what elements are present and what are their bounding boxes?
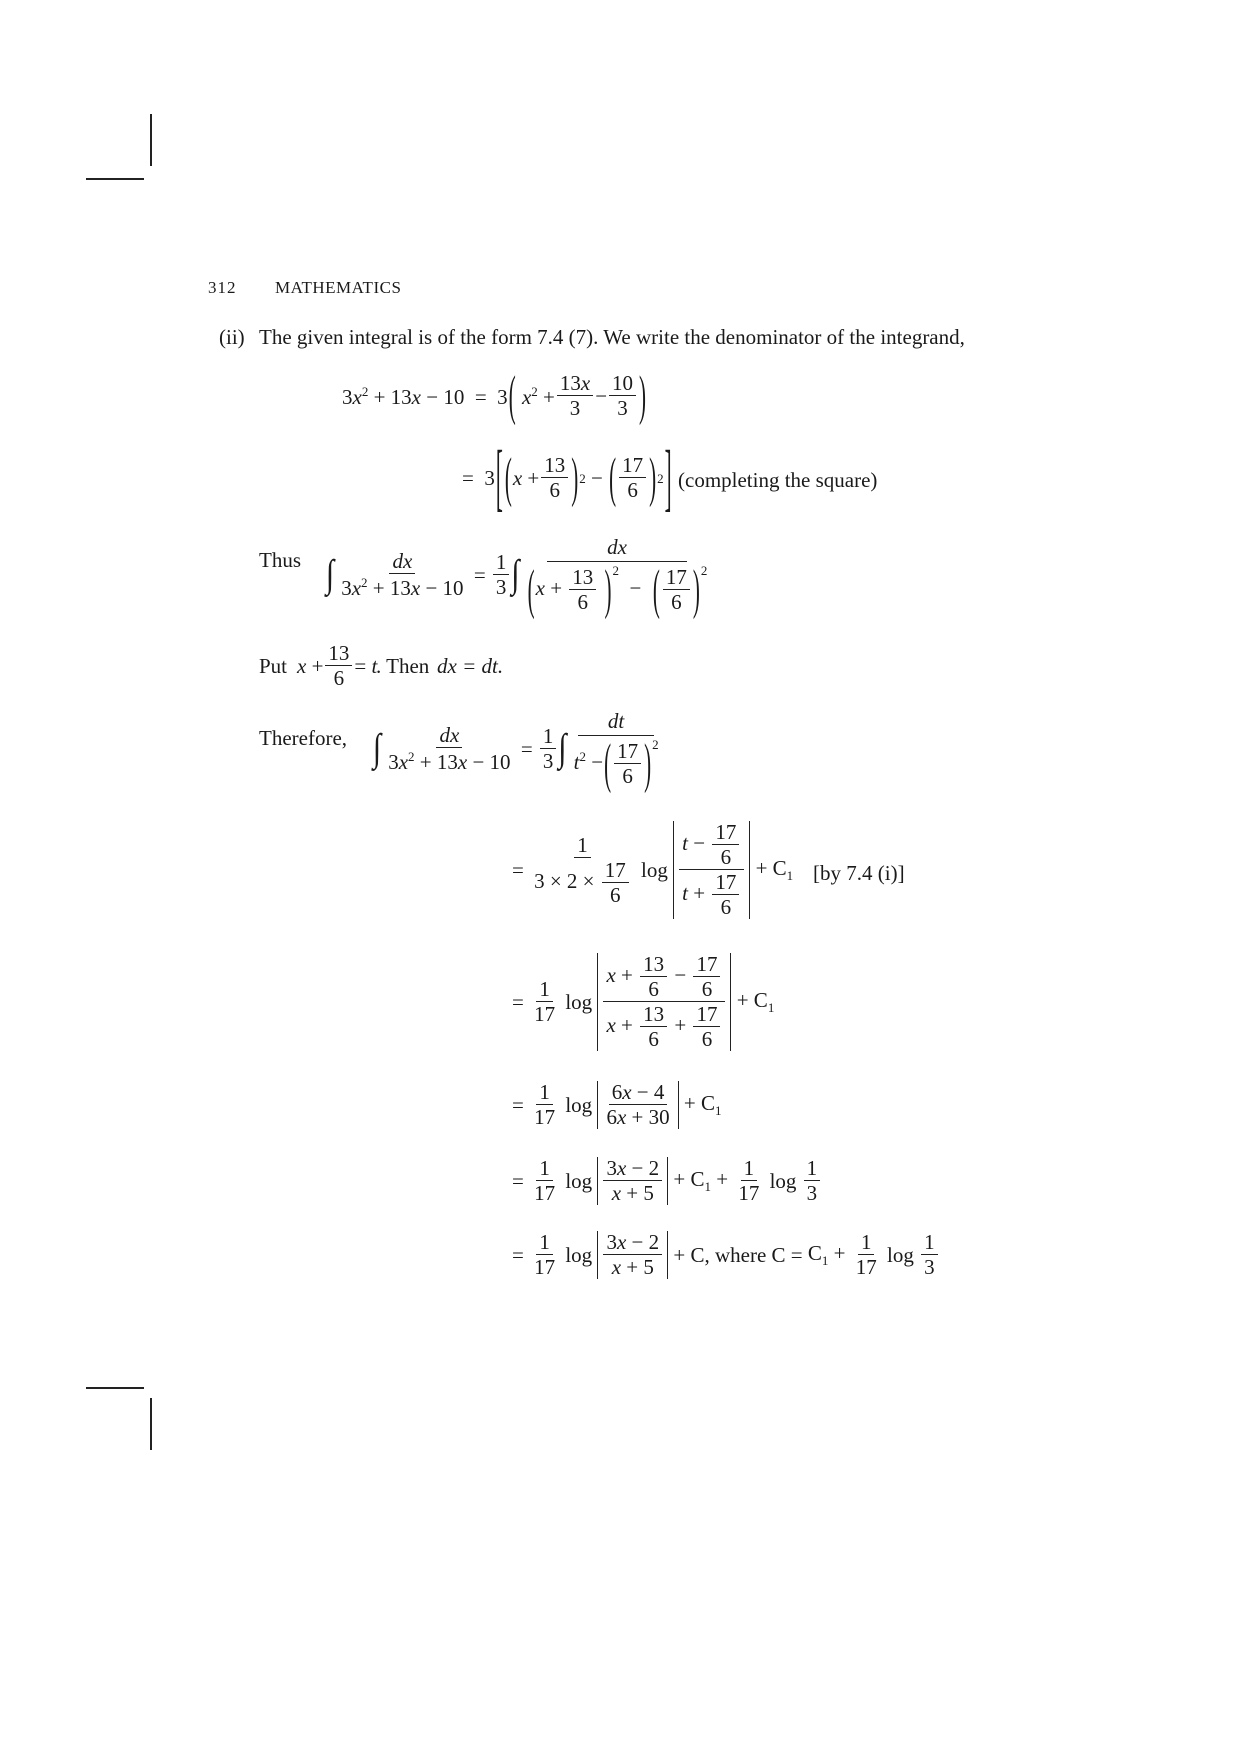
put-label: Put [259, 654, 288, 678]
equation-completing-square: = 3 [ ( x + $\frac{13}{6}$ ) 2 − ( $\frac{17}{6}$ ) 2 ] [462, 433, 672, 520]
then-text: . Then [376, 654, 430, 678]
page-number: 312 [208, 278, 237, 297]
running-head: MATHEMATICS [275, 278, 402, 297]
where-text: , where C = [704, 1242, 803, 1267]
therefore-label: Therefore, [259, 726, 348, 750]
intro-text: The given integral is of the form 7.4 (7). We write the denominator of the integrand, [259, 325, 965, 349]
equation-step-1: = 1 3 × 2 × $\frac{17}{6}$ log t − $\frac{17}{6}$ t + $\frac{17}{6}$ + $C_1$ [512, 820, 794, 919]
equation-therefore: ∫ $\frac{dx}{3x^2 + 13x - 10}$ = $\frac{1}{3}$ ∫ dt $t^2$ −( $\frac{17}{6}$ )$^2$ [373, 708, 659, 794]
completing-note: (completing the square) [678, 468, 878, 492]
equation-denominator: $3x^2 + 13x - 10 = 3$ ( $x^2$ + $\frac{13x}{3}$ − $\frac{10}{3}$ ) [342, 363, 647, 426]
crop-mark-bottom-vertical [150, 1398, 152, 1450]
equation-step-4: = $\frac{1}{17}$ log $\frac{3x - 2}{x + 5}$ + $C_1$ + $\frac{1}{17}$ log $\frac{1}{3}$ [512, 1152, 822, 1210]
crop-mark-top-vertical [150, 114, 152, 166]
crop-mark-top-horizontal [86, 178, 144, 180]
equation-step-5: = $\frac{1}{17}$ log $\frac{3x - 2}{x + 5}$ + C , where C = $C_1$ + $\frac{1}{17}$ log $\frac{1}{3}$ [512, 1226, 940, 1284]
item-label: (ii) [219, 325, 245, 349]
equation-substitution: x + $\frac{13}{6}$ = t [297, 641, 378, 690]
equation-step-3: = $\frac{1}{17}$ log $\frac{6x - 4}{6x + 30}$ + $C_1$ [512, 1080, 722, 1129]
thus-label: Thus [259, 548, 301, 572]
equation-step-2: = $\frac{1}{17}$ log x + $\frac{13}{6}$ − $\frac{17}{6}$ x + $\frac{13}{6}$ + $\frac{17}{6}$ + $C_1$ [512, 952, 775, 1051]
reference-note: [by 7.4 (i)] [813, 861, 905, 885]
then-equation: dx = dt. [437, 654, 504, 678]
equation-thus: ∫ $\frac{dx}{3x^2 + 13x - 10}$ = $\frac{1}{3}$ ∫ dx (x + $\frac{13}{6}$ )$^2$ − ( $\frac{17}{6}$ )$^2$ [326, 534, 708, 620]
crop-mark-bottom-horizontal [86, 1387, 144, 1389]
